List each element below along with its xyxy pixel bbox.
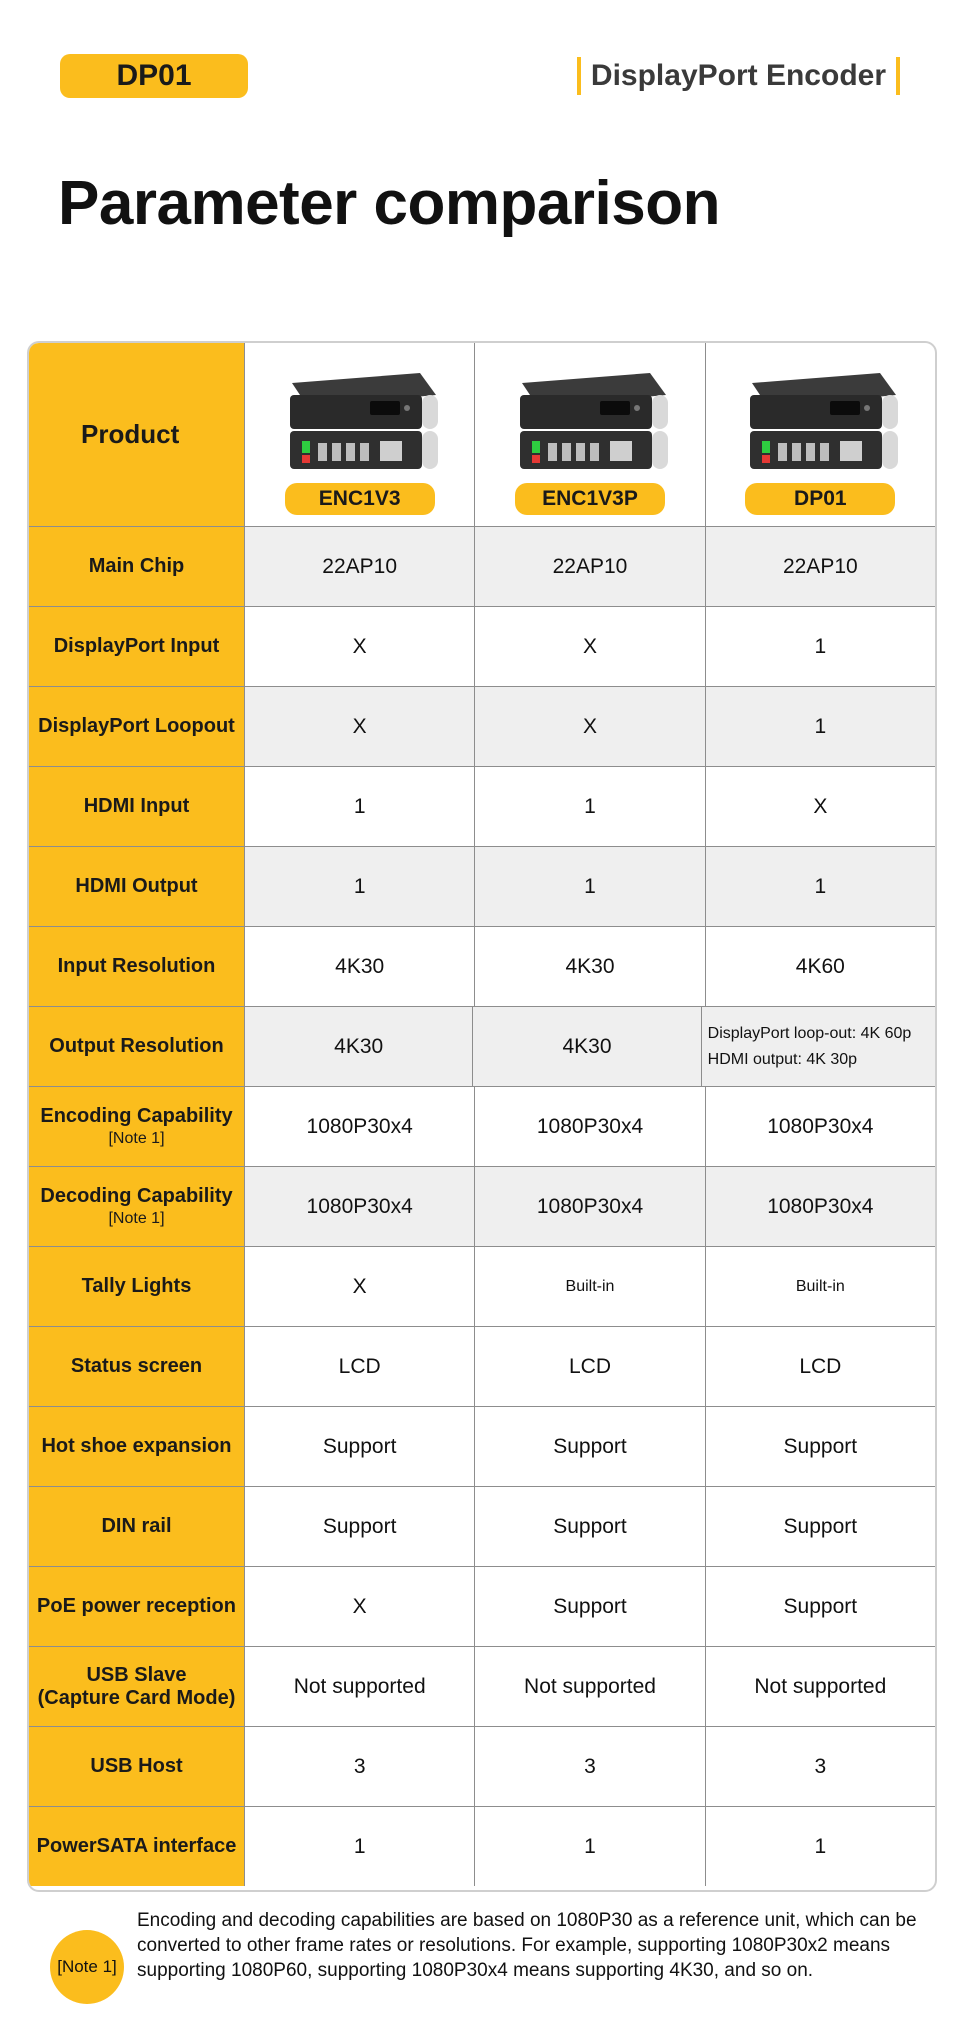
product-name: ENC1V3P	[515, 483, 665, 515]
row-label-text: HDMI Input	[83, 795, 190, 817]
value-cell: Not supported	[754, 1674, 887, 1698]
row-label-text: USB Host	[90, 1755, 183, 1777]
product-name: DP01	[745, 483, 895, 515]
row-label	[29, 1727, 245, 1806]
value-cell: 1	[475, 847, 705, 926]
value-cell: X	[245, 1567, 475, 1646]
table-row	[29, 1406, 935, 1486]
value-cell: X	[245, 607, 475, 686]
brand-label	[577, 54, 900, 98]
value-cell: Support	[475, 1567, 705, 1646]
table-row	[29, 1086, 935, 1166]
row-label	[29, 607, 245, 686]
row-label-text: Decoding Capability	[40, 1184, 233, 1207]
value-cell: 1080P30x4	[706, 1167, 935, 1246]
value-cell: Support	[475, 1407, 705, 1486]
table-row	[29, 686, 935, 766]
value-line: DisplayPort loop-out: 4K 60p	[707, 1024, 912, 1042]
value-cell: 1080P30x4	[475, 1087, 705, 1166]
value-cell: 1	[814, 1834, 827, 1858]
value-cell: 1080P30x4	[245, 1167, 475, 1246]
row-label-text: DisplayPort Input	[53, 635, 220, 657]
brand-text: DisplayPort Encoder	[590, 59, 886, 92]
row-label	[29, 1407, 245, 1486]
row-label-text: USB Slave	[86, 1663, 187, 1686]
value-cell: Support	[475, 1487, 705, 1566]
row-note: [Note 1]	[108, 1129, 165, 1147]
product-name: ENC1V3	[285, 483, 435, 515]
value-cell: 4K60	[795, 954, 845, 978]
value-cell: 1	[245, 767, 475, 846]
value-cell: X	[475, 607, 705, 686]
value-cell: 1080P30x4	[767, 1114, 874, 1138]
value-cell: Support	[783, 1594, 858, 1618]
value-cell: 4K30	[245, 1007, 473, 1086]
row-label-text: PoE power reception	[37, 1595, 236, 1617]
value-cell: Support	[245, 1487, 475, 1566]
value-cell: LCD	[475, 1327, 705, 1406]
value-cell: 1	[706, 687, 935, 766]
table-row	[29, 606, 935, 686]
row-label	[29, 1807, 245, 1886]
row-label-text: Status screen	[70, 1355, 203, 1377]
row-label	[29, 1247, 245, 1326]
row-label-text: DIN rail	[101, 1515, 172, 1537]
table-row	[29, 1806, 935, 1886]
value-cell: Not supported	[475, 1647, 705, 1726]
row-label	[29, 1087, 245, 1166]
table-row	[29, 846, 935, 926]
value-cell: X	[245, 1247, 475, 1326]
row-label-text: DisplayPort Loopout	[38, 715, 235, 737]
page-title: Parameter comparison	[58, 169, 720, 238]
table-row	[29, 1726, 935, 1806]
value-cell: X	[245, 687, 475, 766]
note-tag: [Note 1]	[50, 1930, 124, 2004]
value-cell: 22AP10	[245, 527, 475, 606]
value-cell: 1	[706, 847, 935, 926]
value-cell: 3	[245, 1727, 475, 1806]
row-label-text: PowerSATA interface	[36, 1835, 237, 1857]
value-cell: 3	[475, 1727, 705, 1806]
value-cell: 22AP10	[706, 527, 935, 606]
row-label	[29, 1567, 245, 1646]
value-cell: 1	[475, 1807, 705, 1886]
brand-right-bar	[896, 57, 900, 95]
value-cell: Support	[245, 1407, 475, 1486]
row-label-text: Hot shoe expansion	[41, 1435, 232, 1457]
table-row	[29, 1646, 935, 1726]
value-cell: 1	[475, 767, 705, 846]
row-label	[29, 1487, 245, 1566]
value-cell: Support	[783, 1434, 858, 1458]
value-cell: Support	[783, 1514, 858, 1538]
row-label	[29, 1327, 245, 1406]
row-label	[29, 767, 245, 846]
product-column-1	[245, 343, 475, 526]
value-cell: 4K30	[245, 927, 475, 1006]
row-label	[29, 847, 245, 926]
row-label	[29, 1007, 245, 1086]
table-row	[29, 1246, 935, 1326]
value-cell: 1	[245, 1807, 475, 1886]
value-cell: 4K30	[475, 927, 705, 1006]
note-text: Encoding and decoding capabilities are based on 1080P30 as a reference unit, which can be converted to other frame rates or resolutions. For example, supporting 1080P30x2 means supporting 1080P60, supporting 1080P30x4 means supporting 4K30, and so on.	[137, 1910, 917, 1981]
table-row	[29, 1006, 935, 1086]
row-label-text: (Capture Card Mode)	[37, 1686, 236, 1709]
row-label-text: Output Resolution	[49, 1035, 224, 1057]
row-label	[29, 1647, 245, 1726]
footnote	[50, 1908, 920, 2008]
value-cell	[702, 1007, 935, 1086]
row-label	[29, 927, 245, 1006]
value-cell: 1080P30x4	[245, 1087, 475, 1166]
product-column-2	[475, 343, 705, 526]
row-note: [Note 1]	[108, 1209, 165, 1227]
row-label-text: Encoding Capability	[40, 1104, 233, 1127]
table-row	[29, 1486, 935, 1566]
value-cell: 22AP10	[475, 527, 705, 606]
table-row	[29, 766, 935, 846]
comparison-table	[27, 341, 937, 1892]
device-image	[280, 361, 440, 473]
value-cell: Built-in	[475, 1247, 705, 1326]
device-image	[510, 361, 670, 473]
value-cell: X	[475, 687, 705, 766]
value-cell: 1	[814, 634, 827, 658]
value-cell: 1080P30x4	[475, 1167, 705, 1246]
table-body	[29, 526, 935, 1886]
model-badge: DP01	[60, 54, 248, 98]
product-column-3	[706, 343, 935, 526]
row-label-text: Main Chip	[88, 555, 185, 577]
product-header-row	[29, 343, 935, 526]
value-cell: Built-in	[795, 1277, 845, 1295]
value-line: HDMI output: 4K 30p	[707, 1050, 858, 1068]
value-cell: Not supported	[245, 1647, 475, 1726]
table-row	[29, 1326, 935, 1406]
value-cell: LCD	[245, 1327, 475, 1406]
row-label	[29, 687, 245, 766]
device-image	[740, 361, 900, 473]
table-row	[29, 526, 935, 606]
row-label	[29, 1167, 245, 1246]
table-row	[29, 1566, 935, 1646]
value-cell: X	[813, 794, 828, 818]
row-label-text: Input Resolution	[57, 955, 216, 977]
value-cell: 1	[245, 847, 475, 926]
table-row	[29, 1166, 935, 1246]
value-cell: 3	[814, 1754, 827, 1778]
product-label: Product	[29, 343, 245, 526]
value-cell: LCD	[799, 1354, 842, 1378]
row-label	[29, 527, 245, 606]
table-row	[29, 926, 935, 1006]
value-cell: 4K30	[473, 1007, 701, 1086]
row-label-text: Tally Lights	[81, 1275, 192, 1297]
row-label-text: HDMI Output	[75, 875, 198, 897]
